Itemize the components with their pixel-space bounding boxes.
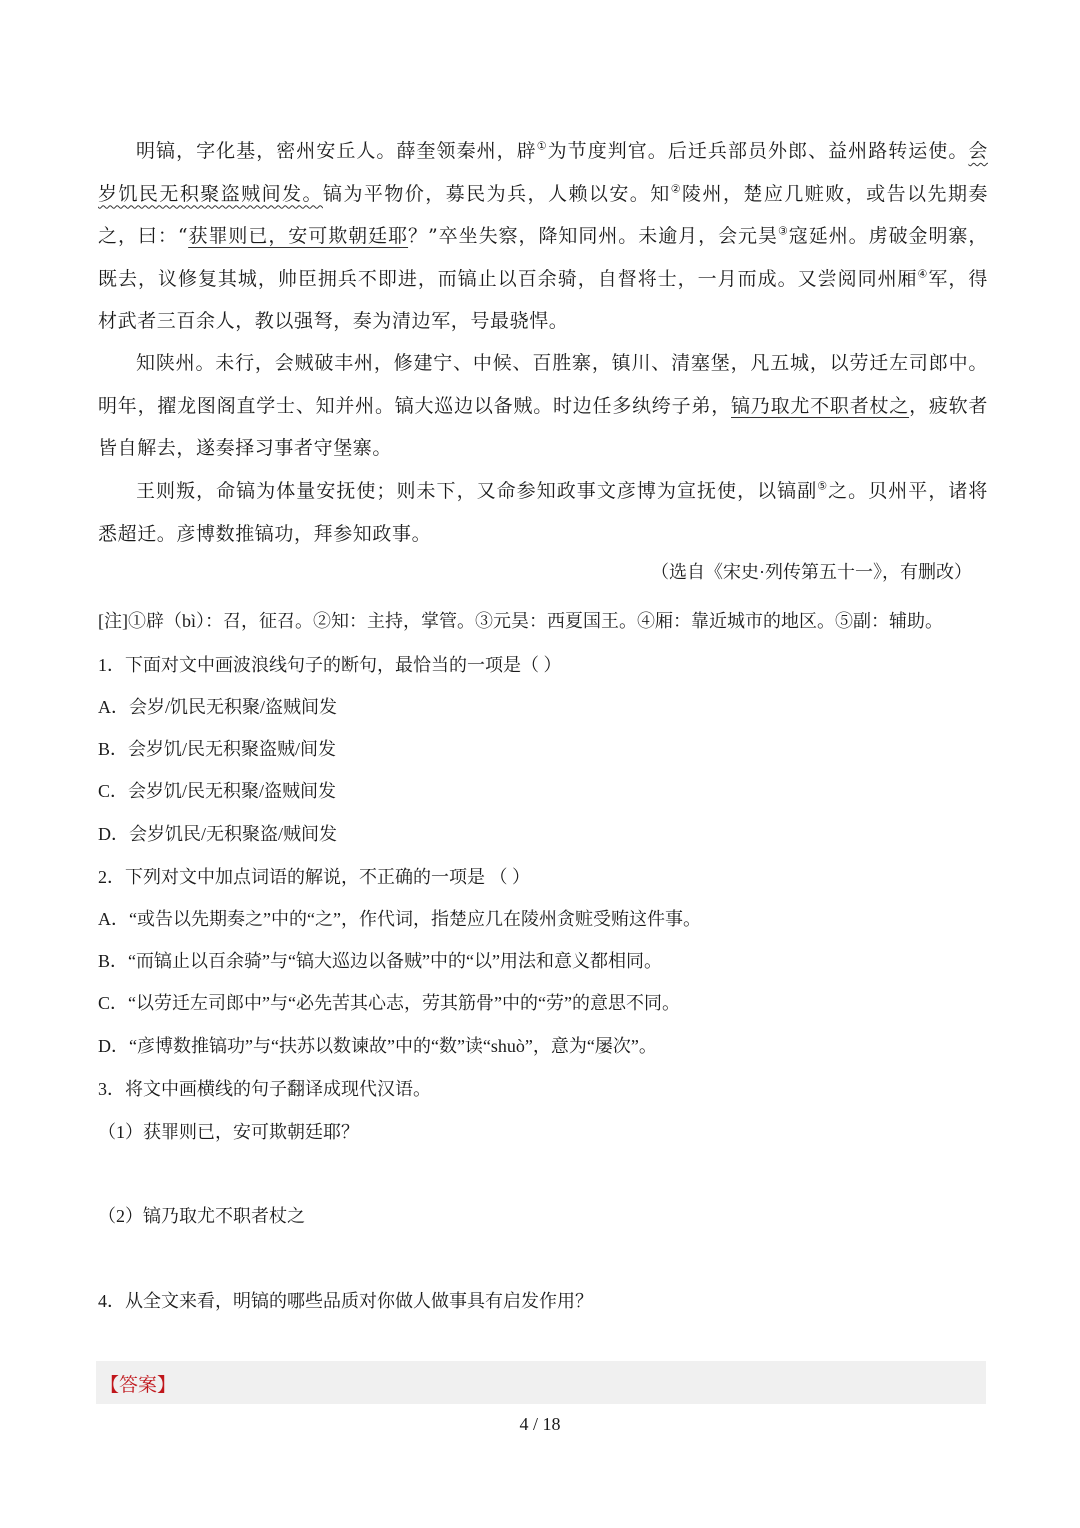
passage-paragraph-2 bbox=[98, 342, 988, 470]
answer-section-bar bbox=[96, 1361, 986, 1404]
passage-paragraph-3 bbox=[98, 470, 988, 555]
text: 军，得材武者三百余人，教以强弩，奏为清边军，号最骁悍。 bbox=[98, 267, 988, 333]
question-3: 3．将文中画横线的句子翻译成现代汉语。 bbox=[98, 1079, 431, 1099]
question-1-option-a: A．会岁/饥民无积聚/盗贼间发 bbox=[98, 697, 337, 717]
text: 镐为平物价，募民为兵，人赖以安。知 bbox=[323, 182, 671, 205]
wavy-underlined-sentence: 会岁饥民无积聚盗贼间发。 bbox=[98, 140, 988, 205]
question-1-option-c: C．会岁饥/民无积聚/盗贼间发 bbox=[98, 781, 337, 801]
source-citation: （选自《宋史·列传第五十一》，有删改） bbox=[651, 562, 972, 582]
question-2-option-d: D．“彦博数推镐功”与“扶苏以数谏故”中的“数”读“shuò”，意为“屡次”。 bbox=[98, 1036, 657, 1056]
question-1-option-b: B．会岁饥/民无积聚盗贼/间发 bbox=[98, 739, 337, 759]
underlined-sentence: 镐乃取尤不职者杖之 bbox=[731, 394, 910, 417]
question-4: 4．从全文来看，明镐的哪些品质对你做人做事具有启发作用？ bbox=[98, 1291, 593, 1311]
footnote-marker: ② bbox=[670, 182, 683, 196]
text: 为节度判官。后迁兵部员外郎、益州路转运使。 bbox=[547, 140, 969, 162]
text: 明镐，字化基，密州安丘人。薛奎领秦州，辟 bbox=[136, 140, 537, 162]
text: 陵州，楚应几赃败，或告以先期奏之，曰：“ bbox=[98, 182, 988, 248]
footnote-marker: ③ bbox=[777, 224, 789, 238]
question-2-option-c: C．“以劳迁左司郎中”与“必先苦其心志，劳其筋骨”中的“劳”的意思不同。 bbox=[98, 993, 680, 1013]
footnote-marker: ① bbox=[536, 139, 548, 153]
answer-label: 【答案】 bbox=[100, 1375, 177, 1396]
question-3-part-1: （1）获罪则已，安可欺朝廷耶？ bbox=[98, 1122, 359, 1142]
footnote-marker: ⑤ bbox=[817, 479, 829, 493]
question-2: 2．下列对文中加点词语的解说，不正确的一项是 （ ） bbox=[98, 867, 530, 887]
question-1-option-d: D．会岁饥民/无积聚盗/贼间发 bbox=[98, 824, 337, 844]
text: 知陕州。未行，会贼破丰州，修建宁、中候、百胜寨，镇川、清塞堡，凡五城，以劳迁左司郎中。明年，擢龙图阁直学士、知并州。镐大巡边以备贼。时边任多纨绔子弟， bbox=[98, 352, 988, 417]
text: 王则叛，命镐为体量安抚使；则未下，又命参知政事文彦博为宣抚使，以镐副 bbox=[136, 480, 818, 502]
question-2-option-b: B．“而镐止以百余骑”与“镐大巡边以备贼”中的“以”用法和意义都相同。 bbox=[98, 951, 662, 971]
text: 寇延州。虏破金明寨，既去，议修复其城，帅臣拥兵不即进，而镐止以百余骑，自督将士，一月而成。又尝阅同州厢 bbox=[98, 225, 988, 290]
text: 之。贝州平，诸将悉超迁。彦博数推镐功，拜参知政事。 bbox=[98, 480, 988, 545]
text: ，疲软者皆自解去，遂奏择习事者守堡寨。 bbox=[98, 394, 989, 460]
underlined-sentence: 获罪则已，安可欺朝廷耶 bbox=[188, 225, 409, 248]
text: ？”卒坐失察，降知同州。未逾月，会元昊 bbox=[408, 225, 778, 248]
question-1: 1．下面对文中画波浪线句子的断句，最恰当的一项是（ ） bbox=[98, 655, 562, 675]
annotation-note: [注]①辟（bì）：召，征召。②知：主持，掌管。③元昊：西夏国王。④厢：靠近城市的地区。⑤副：辅助。 bbox=[98, 611, 943, 631]
question-3-part-2: （2）镐乃取尤不职者杖之 bbox=[98, 1206, 305, 1226]
page-number: 4 / 18 bbox=[519, 1414, 561, 1434]
question-2-option-a: A．“或告以先期奏之”中的“之”，作代词，指楚应几在陵州贪赃受贿这件事。 bbox=[98, 909, 701, 929]
passage-paragraph-1 bbox=[98, 130, 988, 343]
footnote-marker: ④ bbox=[917, 267, 929, 281]
